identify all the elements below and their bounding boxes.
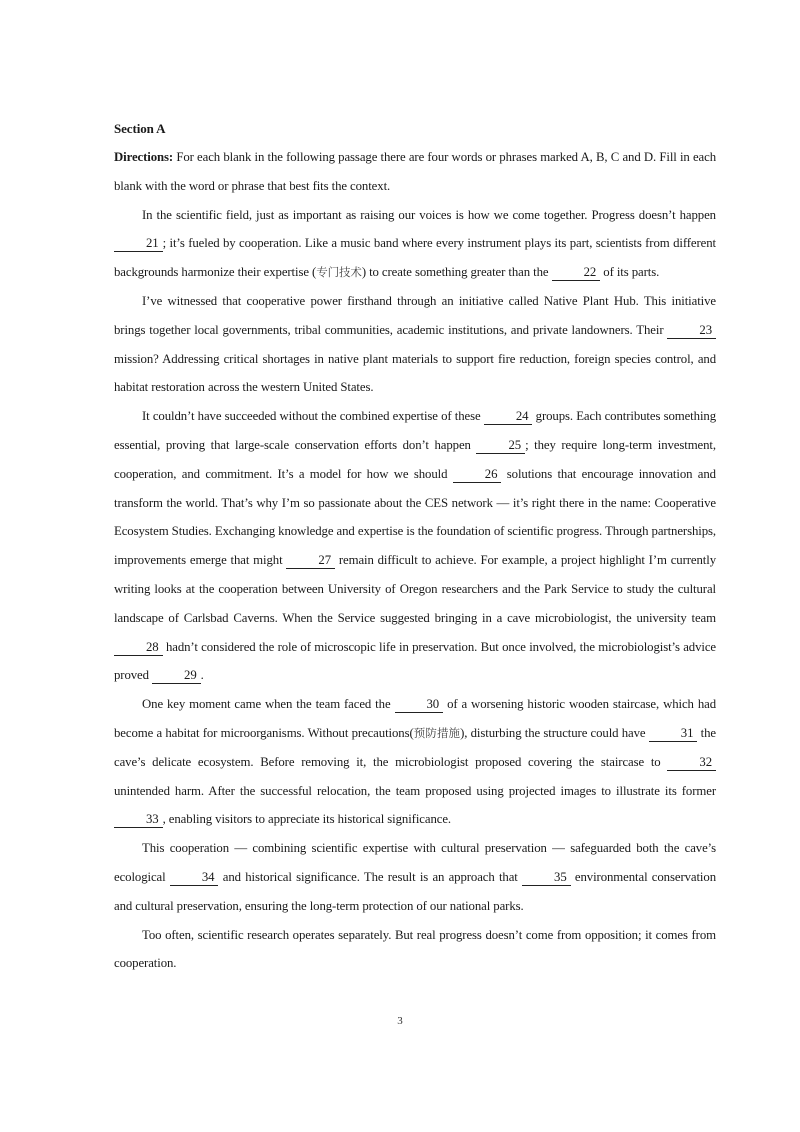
blank-25[interactable]: 25 xyxy=(476,437,525,454)
blank-26[interactable]: 26 xyxy=(453,466,502,483)
text-run: This cooperation — combining scientific expertise with cultural preservation — safeguarded both the cave’s ecological xyxy=(114,841,716,884)
blank-34[interactable]: 34 xyxy=(170,869,219,886)
text-run: ), disturbing the structure could have xyxy=(460,725,649,740)
text-run: One key moment came when the team faced the xyxy=(142,697,395,712)
text-run: . xyxy=(200,668,204,683)
blank-35[interactable]: 35 xyxy=(522,869,571,886)
blank-28[interactable]: 28 xyxy=(114,639,163,656)
text-run: ; it’s fueled by cooperation. Like a music band where every instrument plays its part, scientists from different backgrounds harmonize their expertise ( xyxy=(114,236,716,280)
directions-text: For each blank in the following passage there are four words or phrases marked A, B, C and D. Fill in each blank with the word or phrase that best fits the context. xyxy=(114,150,716,193)
blank-21[interactable]: 21 xyxy=(114,235,163,252)
gloss-expertise: 专门技术 xyxy=(316,265,362,280)
blank-32[interactable]: 32 xyxy=(667,754,716,771)
text-run: ; they require long-term investment, cooperation, and commitment. It’s a model for how we should xyxy=(114,437,716,481)
text-run: solutions that encourage innovation and transform the world. That’s why I’m so passionate about the CES network — it’s right there in the name: Cooperative Ecosystem Studies. Exchanging knowledge and expertise is the foundation of scientific progress. Through partnerships, improvements emerge that might xyxy=(114,466,716,568)
blank-27[interactable]: 27 xyxy=(286,552,335,569)
text-run: of a worsening historic wooden staircase, which had become a habitat for microorganisms. Without precautions( xyxy=(114,697,716,740)
text-run: and historical significance. The result is an approach that xyxy=(218,869,523,884)
paragraph-2 xyxy=(114,287,716,402)
paragraph-5 xyxy=(114,834,716,920)
paragraph-4 xyxy=(114,690,716,834)
paragraph-6 xyxy=(114,921,716,979)
blank-29[interactable]: 29 xyxy=(152,667,201,684)
blank-23[interactable]: 23 xyxy=(667,322,716,339)
directions-label: Directions: xyxy=(114,150,174,164)
exam-page xyxy=(114,115,716,978)
text-run: It couldn’t have succeeded without the combined expertise of these xyxy=(142,409,484,424)
paragraph-1 xyxy=(114,201,716,287)
text-run: remain difficult to achieve. For example, a project highlight I’m currently writing looks at the cooperation between University of Oregon researchers and the Park Service to study the cultural landscape of Carlsbad Caverns. When the Service suggested bringing in a cave microbiologist, the university team xyxy=(114,553,716,625)
blank-33[interactable]: 33 xyxy=(114,811,163,828)
text-run: unintended harm. After the successful relocation, the team proposed using projected images to illustrate its former xyxy=(114,783,716,798)
text-run: groups. Each contributes something essential, proving that large-scale conservation efforts don’t happen xyxy=(114,409,716,452)
directions xyxy=(114,143,716,201)
text-run: of its parts. xyxy=(600,265,660,280)
gloss-precautions: 预防措施 xyxy=(413,725,461,740)
blank-22[interactable]: 22 xyxy=(552,264,601,281)
blank-30[interactable]: 30 xyxy=(395,696,444,713)
text-run: Too often, scientific research operates separately. But real progress doesn’t come from opposition; it comes from cooperation. xyxy=(114,927,716,971)
blank-31[interactable]: 31 xyxy=(649,725,698,742)
paragraph-3 xyxy=(114,402,716,690)
text-run: the cave’s delicate ecosystem. Before removing it, the microbiologist proposed covering the staircase to xyxy=(114,725,716,769)
text-run: ) to create something greater than the xyxy=(361,265,552,280)
text-run: , enabling visitors to appreciate its historical significance. xyxy=(162,812,452,827)
text-run: I’ve witnessed that cooperative power firsthand through an initiative called Native Plant Hub. This initiative brings together local governments, tribal communities, academic institutions, and private landowners. Their xyxy=(114,293,716,337)
text-run: hadn’t considered the role of microscopic life in preservation. But once involved, the microbiologist’s advice proved xyxy=(114,639,716,683)
text-run: In the scientific field, just as important as raising our voices is how we come together. Progress doesn’t happen xyxy=(142,207,716,222)
blank-24[interactable]: 24 xyxy=(484,408,533,425)
page-number: 3 xyxy=(397,1015,403,1027)
section-title: Section A xyxy=(114,121,166,136)
text-run: environmental conservation and cultural preservation, ensuring the long-term protection of our national parks. xyxy=(114,869,716,913)
text-run: mission? Addressing critical shortages in native plant materials to support fire reduction, foreign species control, and habitat restoration across the western United States. xyxy=(114,351,716,395)
